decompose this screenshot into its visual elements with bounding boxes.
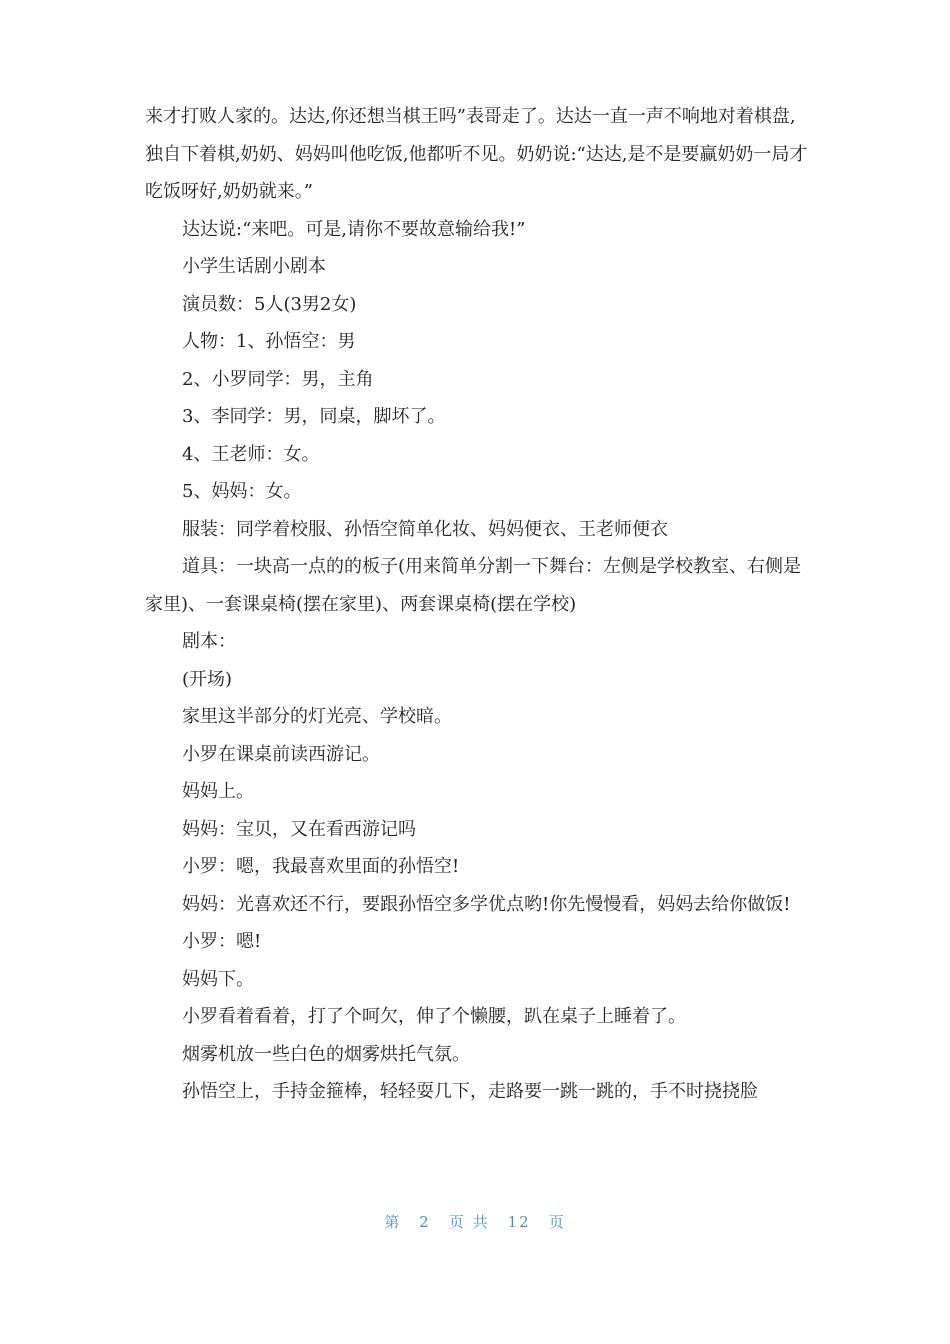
paragraph: 2、小罗同学：男，主角 [182, 368, 374, 390]
paragraph: 人物：1、孙悟空：男 [182, 331, 356, 352]
paragraph: 剧本： [182, 631, 236, 652]
paragraph: 4、王老师：女。 [182, 443, 320, 465]
paragraph: 妈妈：宝贝，又在看西游记吗 [182, 818, 416, 840]
paragraph: 3、李同学：男，同桌，脚坏了。 [182, 406, 446, 427]
paragraph: 小罗：嗯! [182, 931, 262, 952]
script-title: 小学生话剧小剧本 [182, 256, 326, 277]
paragraph: 妈妈下。 [182, 968, 254, 990]
footer-middle: 页 共 [448, 1213, 490, 1231]
paragraph: (开场) [182, 668, 233, 690]
paragraph: 家里这半部分的灯光亮、学校暗。 [182, 706, 452, 727]
document-body [145, 98, 810, 1111]
paragraph: 妈妈上。 [182, 781, 254, 802]
paragraph: 烟雾机放一些白色的烟雾烘托气氛。 [182, 1043, 470, 1065]
page-footer [0, 1211, 950, 1232]
total-pages-number: 12 [507, 1213, 531, 1231]
paragraph: 5、妈妈：女。 [182, 481, 302, 502]
paragraph: 小罗在课桌前读西游记。 [182, 743, 380, 765]
paragraph: 来才打败人家的。达达,你还想当棋王吗”表哥走了。达达一直一声不响地对着棋盘,独自下着棋,奶奶、妈妈叫他吃饭,他都听不见。奶奶说:“达达,是不是要赢奶奶一局才吃饭呀好,奶奶就来。” [145, 106, 808, 202]
paragraph: 达达说:“来吧。可是,请你不要故意输给我!” [182, 218, 526, 240]
footer-prefix: 第 [384, 1213, 402, 1231]
footer-suffix: 页 [548, 1213, 566, 1231]
current-page-number: 2 [419, 1213, 431, 1231]
paragraph: 服装：同学着校服、孙悟空简单化妆、妈妈便衣、王老师便衣 [182, 518, 668, 540]
paragraph: 妈妈：光喜欢还不行，要跟孙悟空多学优点哟!你先慢慢看，妈妈去给你做饭! [182, 893, 791, 915]
paragraph: 道具：一块高一点的的板子(用来简单分割一下舞台：左侧是学校教室、右侧是家里)、一套课桌椅(摆在家里)、两套课桌椅(摆在学校) [145, 556, 802, 615]
paragraph: 孙悟空上，手持金箍棒，轻轻耍几下，走路要一跳一跳的，手不时挠挠脸 [182, 1081, 758, 1102]
paragraph: 小罗：嗯，我最喜欢里面的孙悟空! [182, 856, 460, 877]
paragraph: 小罗看着看着，打了个呵欠，伸了个懒腰，趴在桌子上睡着了。 [182, 1006, 686, 1027]
paragraph: 演员数：5人(3男2女) [182, 293, 357, 315]
